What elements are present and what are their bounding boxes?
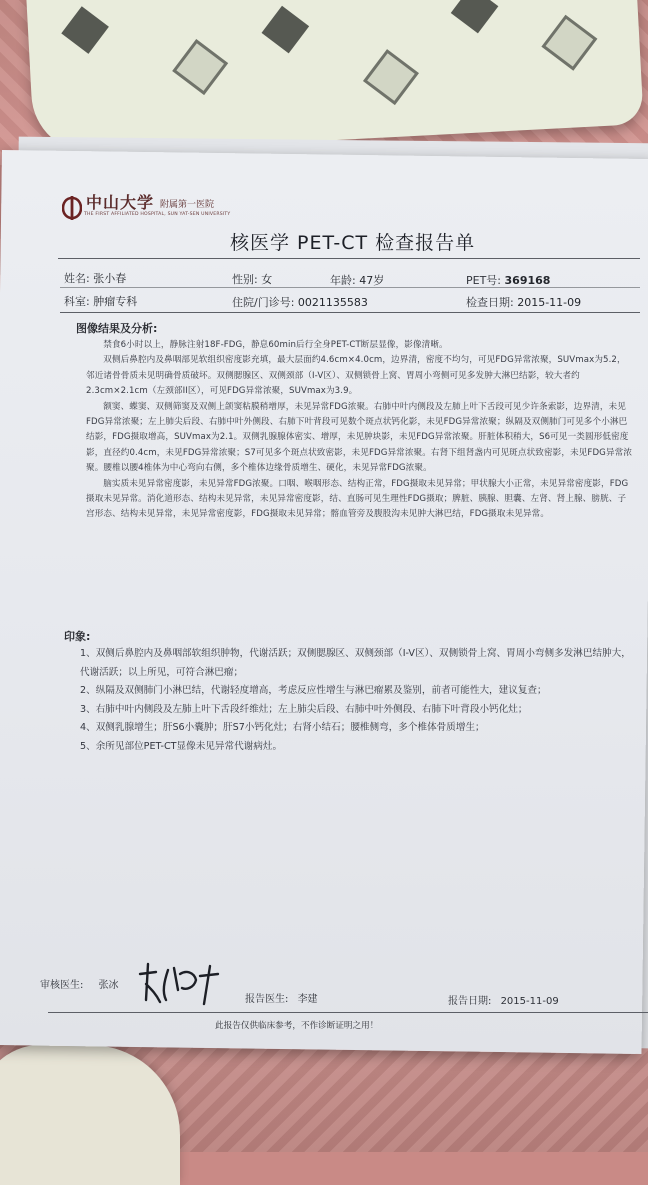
impression-item: 1、双侧后鼻腔内及鼻咽部软组织肿物，代谢活跃；双侧腮腺区、双侧颈部（I-V区）、双侧锁骨上窝、胃周小弯侧多发淋巴结肿大，代谢活跃；以上所见，可符合淋巴瘤； (80, 648, 631, 678)
findings-paragraph: 禁食6小时以上，静脉注射18F-FDG，静息60min后行全身PET-CT断层显像，影像清晰。 (103, 340, 448, 350)
findings-body (86, 338, 634, 523)
reviewer-label: 审核医生: (40, 980, 84, 991)
pet-number-field (466, 272, 550, 288)
hospital-name: 中山大学 (86, 193, 155, 212)
findings-heading: 图像结果及分析: (76, 322, 158, 335)
exam-date-field (466, 294, 581, 310)
impression-heading: 印象: (64, 630, 91, 643)
patient-name-field (64, 270, 126, 286)
towel-pattern (541, 15, 597, 71)
reporter-field (245, 990, 318, 1005)
patient-age-label: 年龄: (330, 274, 356, 287)
impression-item: 3、右肺中叶内侧段及左肺上叶下舌段纤维灶；左上肺尖后段、右肺中叶外侧段、右肺下叶背段小钙化灶； (80, 703, 528, 715)
report-title: 核医学 PET-CT 检查报告单 (230, 232, 476, 254)
findings-paragraph: 额窦、蝶窦、双侧筛窦及双侧上颌窦粘膜稍增厚，未见异常FDG浓聚。右肺中叶内侧段及左肺上叶下舌段可见少许条索影，边界清，未见FDG异常浓聚；左上肺尖后段、右肺中叶外侧段、右肺下叶背段可见数个斑点状钙化影，未见FDG异常浓聚；纵隔及双侧肺门可见多个小淋巴结影，FDG摄取增高，SUVmax为2.1。双侧乳腺腺体密实、增厚，未见肿块影，未见FDG异常浓聚。肝脏体积稍大，S6可见一类圆形低密度影，直径约0.4cm，未见FDG异常浓聚；S7可见多个斑点状致密影，未见FDG异常浓聚。右肾下组肾盏内可见斑点状致密影，未见FDG异常浓聚。腰椎以腰4椎体为中心弯向右侧，多个椎体边缘骨质增生、硬化，未见异常FDG浓聚。 (86, 401, 633, 474)
patient-sex-label: 性别: (232, 273, 258, 286)
towel-pattern (451, 0, 499, 33)
reviewer-name: 张冰 (98, 980, 119, 991)
handwritten-signature (134, 960, 224, 1010)
patient-sex: 女 (261, 273, 273, 286)
department-label: 科室: (64, 295, 90, 308)
admission-number-field (232, 294, 368, 310)
reviewer-field (40, 976, 119, 991)
divider (48, 1012, 648, 1013)
disclaimer: 此报告仅供临床参考，不作诊断证明之用！ (215, 1021, 379, 1031)
department: 肿瘤专科 (93, 295, 138, 308)
reporter-name: 李建 (297, 994, 318, 1005)
divider (60, 287, 640, 288)
towel-pattern (262, 6, 310, 54)
hospital-logo-icon (62, 196, 82, 220)
divider (60, 312, 640, 313)
divider (58, 258, 640, 259)
exam-date: 2015-11-09 (517, 296, 582, 309)
report-date-label: 报告日期: (448, 996, 492, 1007)
pet-number-label: PET号: (466, 274, 502, 287)
patient-age-field (330, 272, 384, 288)
hospital-english-name: THE FIRST AFFILIATED HOSPITAL, SUN YAT-SEN UNIVERSITY (84, 212, 231, 217)
patient-name: 张小春 (93, 272, 127, 285)
exam-date-label: 检查日期: (466, 296, 514, 309)
towel-pattern (172, 39, 228, 95)
patient-name-label: 姓名: (64, 272, 90, 285)
pet-number: 369168 (504, 274, 551, 287)
impression-item: 5、余所见部位PET-CT显像未见异常代谢病灶。 (80, 740, 283, 752)
admission-number: 0021135583 (297, 296, 368, 309)
report-date-field (448, 992, 559, 1007)
findings-paragraph: 脑实质未见异常密度影，未见异常FDG浓聚。口咽、喉咽形态、结构正常，FDG摄取未见异常；甲状腺大小正常，未见异常密度影，FDG摄取未见异常。消化道形态、结构未见异常，未见异常密度影，结、直肠可见生理性FDG摄取；脾脏、胰腺、胆囊、左肾、肾上腺、膀胱、子宫形态、结构未见异常，未见异常密度影，FDG摄取未见异常；髂血管旁及腹股沟未见肿大淋巴结，FDG摄取未见异常。 (86, 478, 629, 520)
report-date: 2015-11-09 (500, 996, 559, 1007)
patient-age: 47岁 (359, 274, 385, 287)
impression-item: 4、双侧乳腺增生；肝S6小囊肿；肝S7小钙化灶；右肾小结石；腰椎侧弯，多个椎体骨质增生； (80, 722, 485, 734)
admission-number-label: 住院/门诊号: (232, 296, 295, 309)
impression-body (80, 645, 640, 757)
department-field (64, 293, 137, 309)
hospital-subname: 附属第一医院 (160, 200, 215, 210)
towel-pattern (61, 6, 109, 54)
patient-sex-field (232, 271, 272, 287)
findings-paragraph: 双侧后鼻腔内及鼻咽部见软组织密度影充填，最大层面约4.6cm×4.0cm，边界清，密度不均匀，可见FDG异常浓聚，SUVmax为5.2，邻近诸骨骨质未见明确骨质破坏。双侧腮腺区、双侧颈部（I-V区）、双侧锁骨上窝、胃周小弯侧可见多发肿大淋巴结影，较大者约2.3cm×2.1cm（左颈部II区），可见FDG异常浓聚，SUVmax为3.9。 (86, 355, 626, 397)
reporter-label: 报告医生: (245, 994, 289, 1005)
towel-pattern (363, 49, 419, 105)
impression-item: 2、纵隔及双侧肺门小淋巴结，代谢轻度增高，考虑反应性增生与淋巴瘤累及鉴别，前者可能性大，建议复查； (80, 685, 547, 697)
